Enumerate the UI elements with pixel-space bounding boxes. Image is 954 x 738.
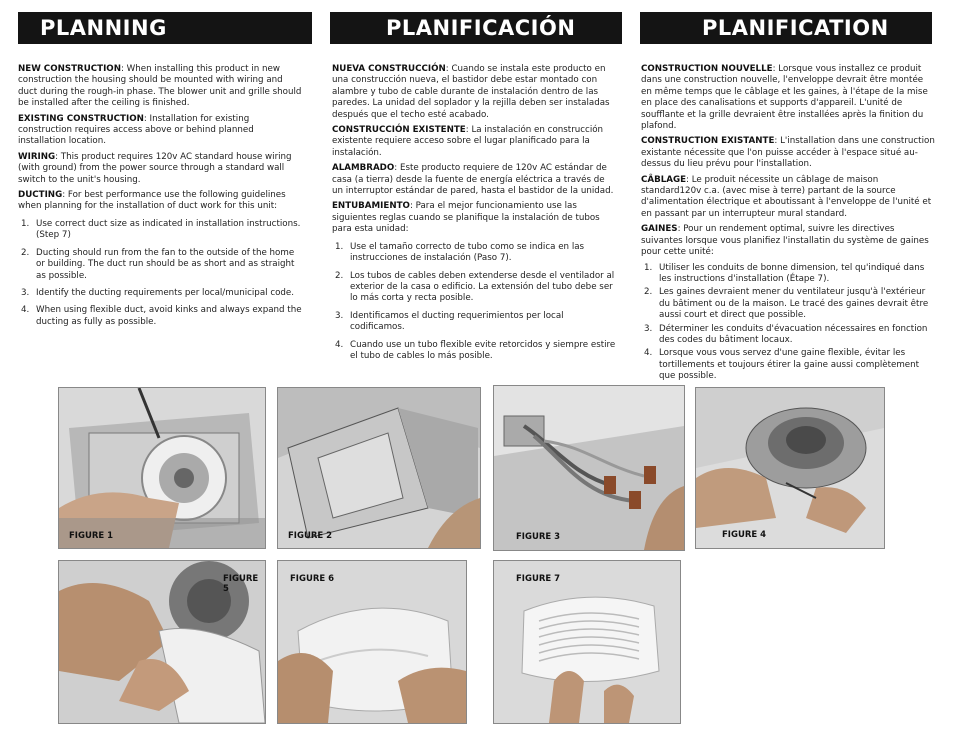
paragraph-text: : Cuando se instala este producto en una construcción nueva, el bastidor debe estar montado con alambre y tubo de cable durante de instalación dentro de las paredes. La unidad del soplador y la rejilla deben ser instaladas después que el techo esté acabado. [332, 64, 610, 120]
paragraph-heading: CONSTRUCTION EXISTANTE [641, 136, 775, 147]
section-title: PLANIFICACIÓN [330, 12, 622, 44]
paragraph-new-construction [332, 64, 618, 121]
paragraph-heading: DUCTING [18, 190, 63, 201]
paragraph-ducting [18, 190, 303, 213]
list-item [332, 340, 618, 363]
figure-3 [493, 385, 685, 551]
paragraph-existing-construction [641, 136, 935, 170]
paragraph-text: : This product requires 120v AC standard house wiring (with ground) from the power source through a standard wall switch to the unit's housing. [18, 151, 292, 185]
paragraph-text: : Este producto requiere de 120v AC estándar de casa (a tierra) desde la fuente de energía eléctrica a través de un interruptor estándar de pared, hasta el bastidor de la unidad. [332, 163, 614, 197]
figure-7 [493, 560, 681, 724]
column-english-body [18, 64, 303, 334]
figure-label: FIGURE 5 [223, 574, 259, 594]
paragraph-heading: CONSTRUCTION NOUVELLE [641, 64, 773, 74]
paragraph-heading: WIRING [18, 151, 56, 162]
column-english [18, 12, 312, 44]
list-number: 1. [335, 241, 344, 252]
paragraph-heading: ENTUBAMIENTO [332, 201, 410, 212]
list-text: Use el tamaño correcto de tubo como se indica en las instrucciones de instalación (Paso 7). [350, 241, 585, 264]
list-text: Cuando use un tubo flexible evite retorcidos y siempre estire el tubo de cables lo más posible. [350, 339, 616, 361]
paragraph-heading: EXISTING CONSTRUCTION [18, 113, 144, 124]
list-number: 4. [335, 339, 344, 350]
paragraph-ducting [332, 201, 618, 235]
column-french-body [641, 64, 935, 385]
column-french [640, 12, 932, 44]
list-number: 4. [21, 305, 30, 316]
paragraph-ducting [641, 224, 935, 258]
figure-2 [277, 387, 481, 549]
paragraph-text: : Installation for existing construction requires access above or behind planned installation location. [18, 113, 254, 147]
ceiling-mounted-fan-photo-icon [696, 388, 884, 548]
list-number: 3. [644, 323, 653, 334]
paragraph-text: : When installing this product in new construction the housing should be mounted with wiring and duct during the rough-in phase. The blower unit and grille should be installed after the ceiling is finished. [18, 64, 302, 109]
figure-4 [695, 387, 885, 549]
figure-label: FIGURE 3 [516, 532, 561, 542]
list-item [641, 263, 935, 286]
paragraph-text: : Pour un rendement optimal, suivre les directives suivantes lorsque vous planifiez l'installatin du système de gaines pour cette unité: [641, 224, 929, 258]
list-item [332, 311, 618, 334]
list-text: Déterminer les conduits d'évacuation nécessaires en fonction des codes du bâtiment locaux. [659, 323, 928, 345]
list-text: Los tubos de cables deben extenderse desde el ventilador al exterior de la casa o edificio. La extensión del tubo debe ser lo más corta y recta posible. [350, 270, 615, 304]
list-number: 4. [644, 348, 653, 359]
list-number: 3. [21, 287, 30, 298]
section-title: PLANIFICATION [640, 12, 932, 44]
figure-1 [58, 387, 266, 549]
paragraph-new-construction [18, 64, 303, 110]
list-item [18, 305, 303, 328]
list-item [641, 348, 935, 382]
duct-damper-photo-icon [278, 388, 480, 548]
fan-housing-photo-icon [59, 388, 265, 548]
finished-grille-photo-icon [494, 561, 680, 723]
column-spanish [330, 12, 622, 44]
list-number: 1. [21, 218, 30, 229]
list-number: 2. [335, 270, 344, 281]
list-number: 2. [21, 247, 30, 258]
paragraph-heading: CONSTRUCCIÓN EXISTENTE [332, 125, 466, 136]
list-number: 3. [335, 310, 344, 321]
column-spanish-body [332, 64, 618, 368]
paragraph-heading: NEW CONSTRUCTION [18, 64, 121, 74]
paragraph-text: : Lorsque vous installez ce produit dans une construction nouvelle, l'enveloppe devrait être montée en même temps que le câblage et les gaines, à l'étape de la mise en place des canalisations et supports d'appareil. L'unité de soufflante et la grille devraient être installées après la finition du plafond. [641, 64, 928, 132]
list-item [18, 219, 303, 242]
list-text: Lorsque vous vous servez d'une gaine flexible, évitar les tortillements et toujours étirer la gaine aussi complètement que possible. [659, 348, 920, 382]
list-item [332, 242, 618, 265]
list-text: Les gaines devraient mener du ventilateur jusqu'à l'extérieur du bâtiment ou de la maison. Le tracé des gaines devrait être aussi court et direct que possible. [659, 287, 929, 321]
paragraph-heading: CÂBLAGE [641, 174, 687, 185]
ducting-guidelines-list [18, 219, 303, 328]
paragraph-existing-construction [332, 125, 618, 159]
figure-label: FIGURE 1 [69, 531, 114, 541]
paragraph-wiring [18, 152, 303, 186]
figure-5 [58, 560, 266, 724]
grille-attach-photo-icon [278, 561, 466, 723]
figure-label: FIGURE 4 [722, 530, 767, 540]
list-text: Identificamos el ducting requerimientos per local codificamos. [350, 310, 564, 333]
figure-label: FIGURE 2 [288, 531, 333, 541]
paragraph-heading: GAINES [641, 224, 678, 235]
list-item [332, 271, 618, 305]
list-number: 2. [644, 287, 653, 298]
list-text: When using flexible duct, avoid kinks and always expand the ducting as fully as possible. [36, 305, 302, 327]
list-item [18, 248, 303, 282]
list-text: Ducting should run from the fan to the outside of the home or building. The duct run should be as short and as straight as possible. [36, 247, 295, 281]
paragraph-wiring [332, 163, 618, 197]
ducting-guidelines-list [641, 263, 935, 383]
paragraph-wiring [641, 175, 935, 221]
wiring-connectors-photo-icon [494, 386, 684, 550]
paragraph-heading: NUEVA CONSTRUCCIÓN [332, 64, 446, 74]
paragraph-existing-construction [18, 114, 303, 148]
paragraph-text: : Le produit nécessite un câblage de maison standard120v c.a. (avec mise à terre) partant de la source d'alimentation électrique et aboutissant à l'enveloppe de l'unité et en passant par un interrupteur mural standard. [641, 174, 932, 219]
list-item [641, 324, 935, 347]
list-item [641, 287, 935, 321]
ducting-guidelines-list [332, 242, 618, 363]
paragraph-text: : For best performance use the following guidelines when planning for the installation of duct work for this unit: [18, 190, 286, 212]
list-text: Utiliser les conduits de bonne dimension, tel qu'indiqué dans les instructions d'installation (Étape 7). [659, 262, 925, 284]
list-text: Identify the ducting requirements per local/municipal code. [36, 287, 295, 298]
figure-label: FIGURE 7 [516, 574, 561, 584]
list-text: Use correct duct size as indicated in installation instructions. (Step 7) [36, 218, 301, 241]
list-item [18, 288, 303, 299]
figure-6 [277, 560, 467, 724]
paragraph-new-construction [641, 64, 935, 132]
paragraph-heading: ALAMBRADO [332, 163, 395, 174]
figure-label: FIGURE 6 [290, 574, 335, 584]
paragraph-text: : La instalación en construcción existente requiere acceso sobre el lugar planificado para la instalación. [332, 125, 604, 158]
list-number: 1. [644, 262, 653, 273]
paragraph-text: : Para el mejor funcionamiento use las siguientes reglas cuando se planifique la instalación de tubos para esta unidad: [332, 201, 600, 235]
section-title: PLANNING [18, 12, 312, 44]
paragraph-text: : L'installation dans une construction existante nécessite que l'on puisse accéder à l'espace situé au-dessus du lieu prévu pour l'installation. [641, 136, 935, 170]
